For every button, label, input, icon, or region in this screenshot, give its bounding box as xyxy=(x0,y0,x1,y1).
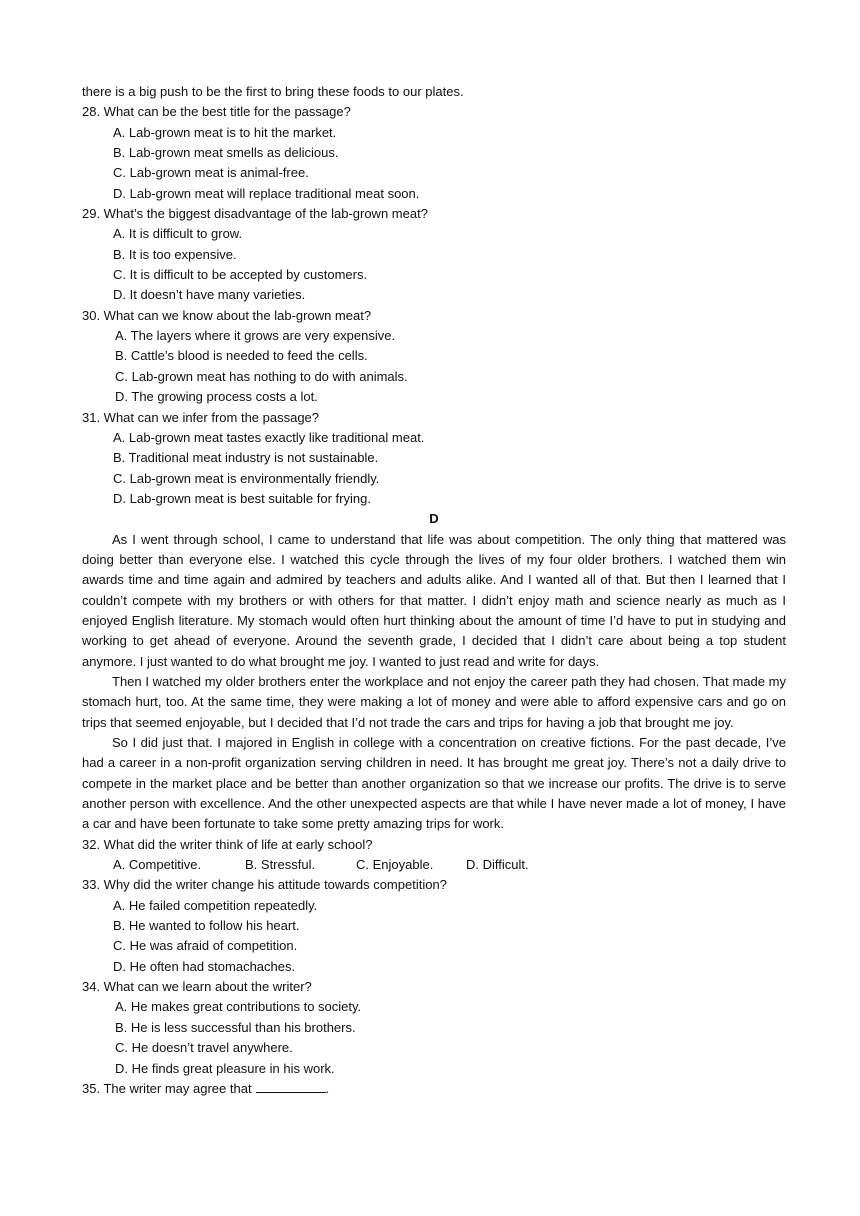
question-28: 28. What can be the best title for the passage? xyxy=(82,104,351,120)
question-35-period: . xyxy=(325,1080,330,1096)
option-34-b[interactable]: B. He is less successful than his brothers. xyxy=(115,1019,356,1035)
question-34: 34. What can we learn about the writer? xyxy=(82,979,312,995)
option-33-a[interactable]: A. He failed competition repeatedly. xyxy=(113,897,318,913)
passage-d-paragraph-2: Then I watched my older brothers enter the workplace and not enjoy the career path they had chosen. That made my stomach hurt, too. At the same time, they were making a lot of money and were able to afford expensive cars and go on trips that seemed enjoyable, but I decided that I’d not trade the cars and trips for having a job that brought me joy. xyxy=(82,673,786,730)
option-30-d[interactable]: D. The growing process costs a lot. xyxy=(115,389,318,405)
option-28-b[interactable]: B. Lab-grown meat smells as delicious. xyxy=(113,145,339,161)
option-29-d[interactable]: D. It doesn’t have many varieties. xyxy=(113,287,306,303)
question-31: 31. What can we infer from the passage? xyxy=(82,409,320,425)
question-29: 29. What’s the biggest disadvantage of the lab-grown meat? xyxy=(82,206,428,222)
page-content xyxy=(82,82,786,1099)
option-33-c[interactable]: C. He was afraid of competition. xyxy=(113,938,298,954)
option-30-c[interactable]: C. Lab-grown meat has nothing to do with animals. xyxy=(115,368,408,384)
option-31-b[interactable]: B. Traditional meat industry is not sustainable. xyxy=(113,450,379,466)
option-32-c[interactable]: C. Enjoyable. xyxy=(356,857,434,873)
option-28-d[interactable]: D. Lab-grown meat will replace traditional meat soon. xyxy=(113,185,420,201)
question-32: 32. What did the writer think of life at early school? xyxy=(82,836,373,852)
option-33-b[interactable]: B. He wanted to follow his heart. xyxy=(113,918,300,934)
option-28-a[interactable]: A. Lab-grown meat is to hit the market. xyxy=(113,124,337,140)
option-29-b[interactable]: B. It is too expensive. xyxy=(113,246,237,262)
option-28-c[interactable]: C. Lab-grown meat is animal-free. xyxy=(113,165,309,181)
option-34-c[interactable]: C. He doesn’t travel anywhere. xyxy=(115,1040,293,1056)
option-32-d[interactable]: D. Difficult. xyxy=(466,857,529,873)
passage-c-last-line: there is a big push to be the first to bring these foods to our plates. xyxy=(82,84,464,99)
question-30: 30. What can we know about the lab-grown meat? xyxy=(82,307,372,323)
option-30-b[interactable]: B. Cattle’s blood is needed to feed the cells. xyxy=(115,348,368,364)
passage-d xyxy=(82,530,786,835)
question-35-text: 35. The writer may agree that xyxy=(82,1080,252,1096)
option-34-a[interactable]: A. He makes great contributions to society. xyxy=(115,999,362,1015)
option-31-d[interactable]: D. Lab-grown meat is best suitable for frying. xyxy=(113,490,371,506)
option-31-a[interactable]: A. Lab-grown meat tastes exactly like traditional meat. xyxy=(113,429,425,445)
section-d-heading: D xyxy=(429,511,439,527)
option-29-a[interactable]: A. It is difficult to grow. xyxy=(113,226,243,242)
option-29-c[interactable]: C. It is difficult to be accepted by customers. xyxy=(113,267,368,283)
option-31-c[interactable]: C. Lab-grown meat is environmentally friendly. xyxy=(113,470,380,486)
passage-d-paragraph-1: As I went through school, I came to understand that life was about competition. The only thing that mattered was doing better than everyone else. I watched this cycle through the lives of my four older brothers. I watched them win awards time and time again and admired by teachers and adults alike. And I wanted all of that. But then I learned that I couldn’t compete with my brothers or with others for that matter. I didn’t enjoy math and science nearly as much as I enjoyed English literature. My stomach would often hurt thinking about the amount of time I’d have to put in studying and working to get ahead of everyone. Around the seventh grade, I decided that I didn’t care about being a top student anymore. I just wanted to do what brought me joy. I wanted to just read and write for days. xyxy=(82,531,786,669)
question-33: 33. Why did the writer change his attitude towards competition? xyxy=(82,877,447,893)
option-34-d[interactable]: D. He finds great pleasure in his work. xyxy=(115,1060,335,1076)
options-32 xyxy=(82,855,786,875)
option-32-a[interactable]: A. Competitive. xyxy=(113,857,202,873)
option-30-a[interactable]: A. The layers where it grows are very expensive. xyxy=(115,328,396,344)
option-32-b[interactable]: B. Stressful. xyxy=(245,857,316,873)
option-33-d[interactable]: D. He often had stomachaches. xyxy=(113,958,296,974)
answer-blank[interactable] xyxy=(256,1080,326,1093)
question-35 xyxy=(82,1079,786,1099)
passage-d-paragraph-3: So I did just that. I majored in English in college with a concentration on creative fictions. For the past decade, I’ve had a career in a non-profit organization serving children in need. It has brought me great joy. There’s not a daily drive to compete in the market place and be better than another organization so that we increase our profits. The drive is to serve another person with excellence. And the other unexpected aspects are that while I have never made a lot of money, I have a car and have been fortunate to take some pretty amazing trips for work. xyxy=(82,735,786,832)
